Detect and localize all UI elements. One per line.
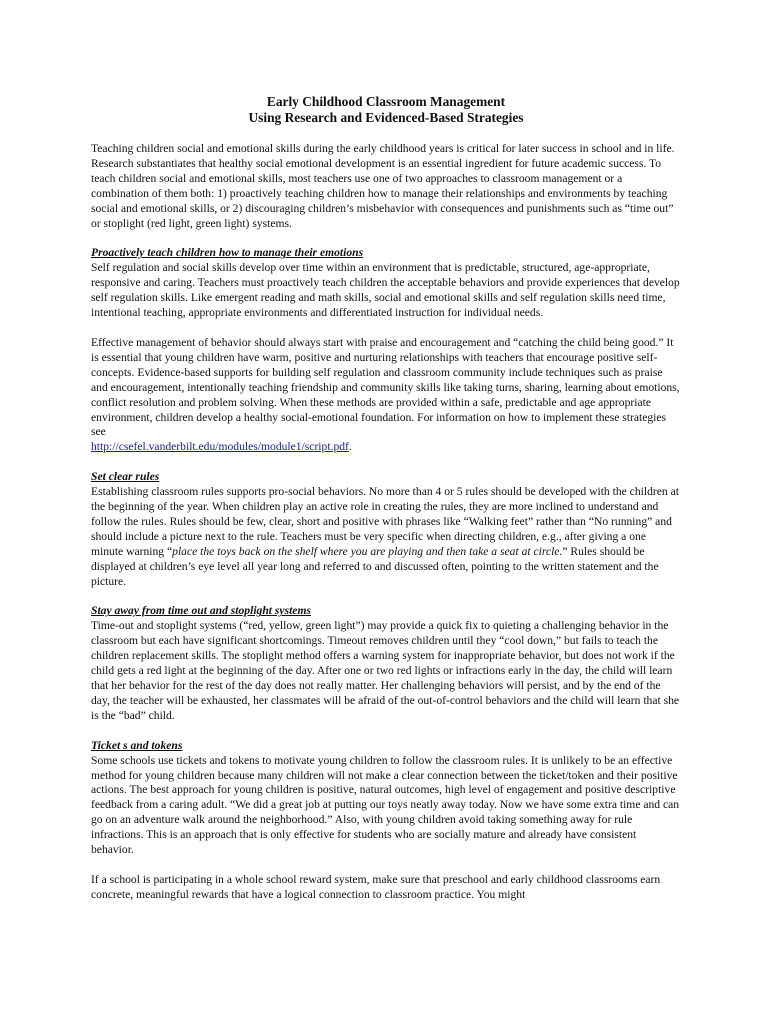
section-tokens [91, 739, 681, 858]
title-line-2: Using Research and Evidenced-Based Strategies [248, 110, 524, 125]
section-proactive [91, 246, 681, 321]
link-period: . [348, 440, 352, 454]
section-timeout [91, 604, 681, 723]
rules-text-after: ” Rules should be displayed at children’s eye level all year long and referred to and discussed often, pointing to the written statement and the picture. [91, 544, 659, 588]
csefel-link[interactable]: http://csefel.vanderbilt.edu/modules/module1/script.pdf [91, 440, 349, 454]
section-heading-proactive: Proactively teach children how to manage their emotions [91, 246, 364, 260]
title-line-1: Early Childhood Classroom Management [266, 94, 506, 109]
rules-text-italic: place the toys back on the shelf where you are playing and then take a seat at circle. [172, 544, 563, 558]
rules-text-before: Establishing classroom rules supports pro-social behaviors. No more than 4 or 5 rules should be developed with the children at the beginning of the year. When children play an active role in creating the rules, they are more inclined to understand and follow the rules. Rules should be few, clear, short and positive with phrases like “Walking feet” rather than “No running” and should include a picture next to the rule. Teachers must be very specific when directing children, e.g., after giving a one minute warning “ [91, 485, 679, 558]
section-rules [91, 470, 681, 589]
section-heading-timeout: Stay away from time out and stoplight systems [91, 604, 311, 618]
timeout-paragraph: Time-out and stoplight systems (“red, yellow, green light”) may provide a quick fix to quieting a challenging behavior in the classroom but each have significant shortcomings. Timeout removes children until they “cool down,” but fails to teach the children replacement skills. The stoplight method offers a warning system for inappropriate behavior, but does not work if the child gets a red light at the beginning of the day. After one or two red lights or infractions early in the day, the child will learn that her behavior for the rest of the day does not really matter. Her challenging behaviors will persist, and by the end of the day, the teacher will be exhausted, her classmates will be afraid of the out-of-control behaviors and the child will learn that she is the “bad” child. [91, 619, 680, 722]
tokens-paragraph: Some schools use tickets and tokens to motivate young children to follow the classroom rules. It is unlikely to be an effective method for young children because many children will not make a clear connection between the ticket/token and their positive actions. The best approach for young children is positive, natural outcomes, high level of engagement and positive descriptive feedback from a caring adult. “We did a great job at putting our toys neatly away today. Now we have some extra time and can go on an adventure walk around the neighborhood.” Also, with young children avoid taking something away for rule infractions. This is an approach that is only effective for students who are socially mature and already have consistent behavior. [91, 753, 680, 857]
proactive-paragraph-1: Self regulation and social skills develop over time within an environment that is predictable, structured, age-appropriate, responsive and caring. Teachers must proactively teach children the acceptable behaviors and provide experiences that develop self regulation skills. Like emergent reading and math skills, social and emotional skills and self regulation skills need time, intentional teaching, appropriate environments and differentiated instruction for individual needs. [91, 261, 680, 320]
intro-paragraph: Teaching children social and emotional skills during the early childhood years is critical for later success in school and in life. Research substantiates that healthy social emotional development is an essential ingredient for future academic success. To teach children social and emotional skills, most teachers use one of two approaches to classroom management or a combination of them both: 1) proactively teaching children how to manage their relationships and environments by teaching social and emotional skills, or 2) discouraging children’s misbehavior with consequences and punishments such as “time out” or stoplight (red light, green light) systems. [91, 142, 675, 230]
document-page [91, 94, 681, 903]
section-proactive-2 [91, 336, 681, 455]
section-heading-rules: Set clear rules [91, 470, 160, 484]
proactive-paragraph-2: Effective management of behavior should always start with praise and encouragement and “catching the child being good.” It is essential that young children have warm, positive and nurturing relationships with teachers that encourage positive self-concepts. Evidence-based supports for building self regulation and classroom community include techniques such as praise and encouragement, intentionally teaching friendship and community skills like taking turns, sharing, learning about emotions, conflict resolution and problem solving. When these methods are provided within a safe, predictable and age appropriate environment, children develop a healthy social-emotional foundation. For information on how to implement these strategies see [91, 335, 680, 439]
closing-paragraph: If a school is participating in a whole school reward system, make sure that preschool and early childhood classrooms earn concrete, meaningful rewards that have a logical connection to classroom practice. You might [91, 872, 661, 901]
document-title [91, 94, 681, 126]
section-heading-tokens: Ticket s and tokens [91, 738, 183, 752]
